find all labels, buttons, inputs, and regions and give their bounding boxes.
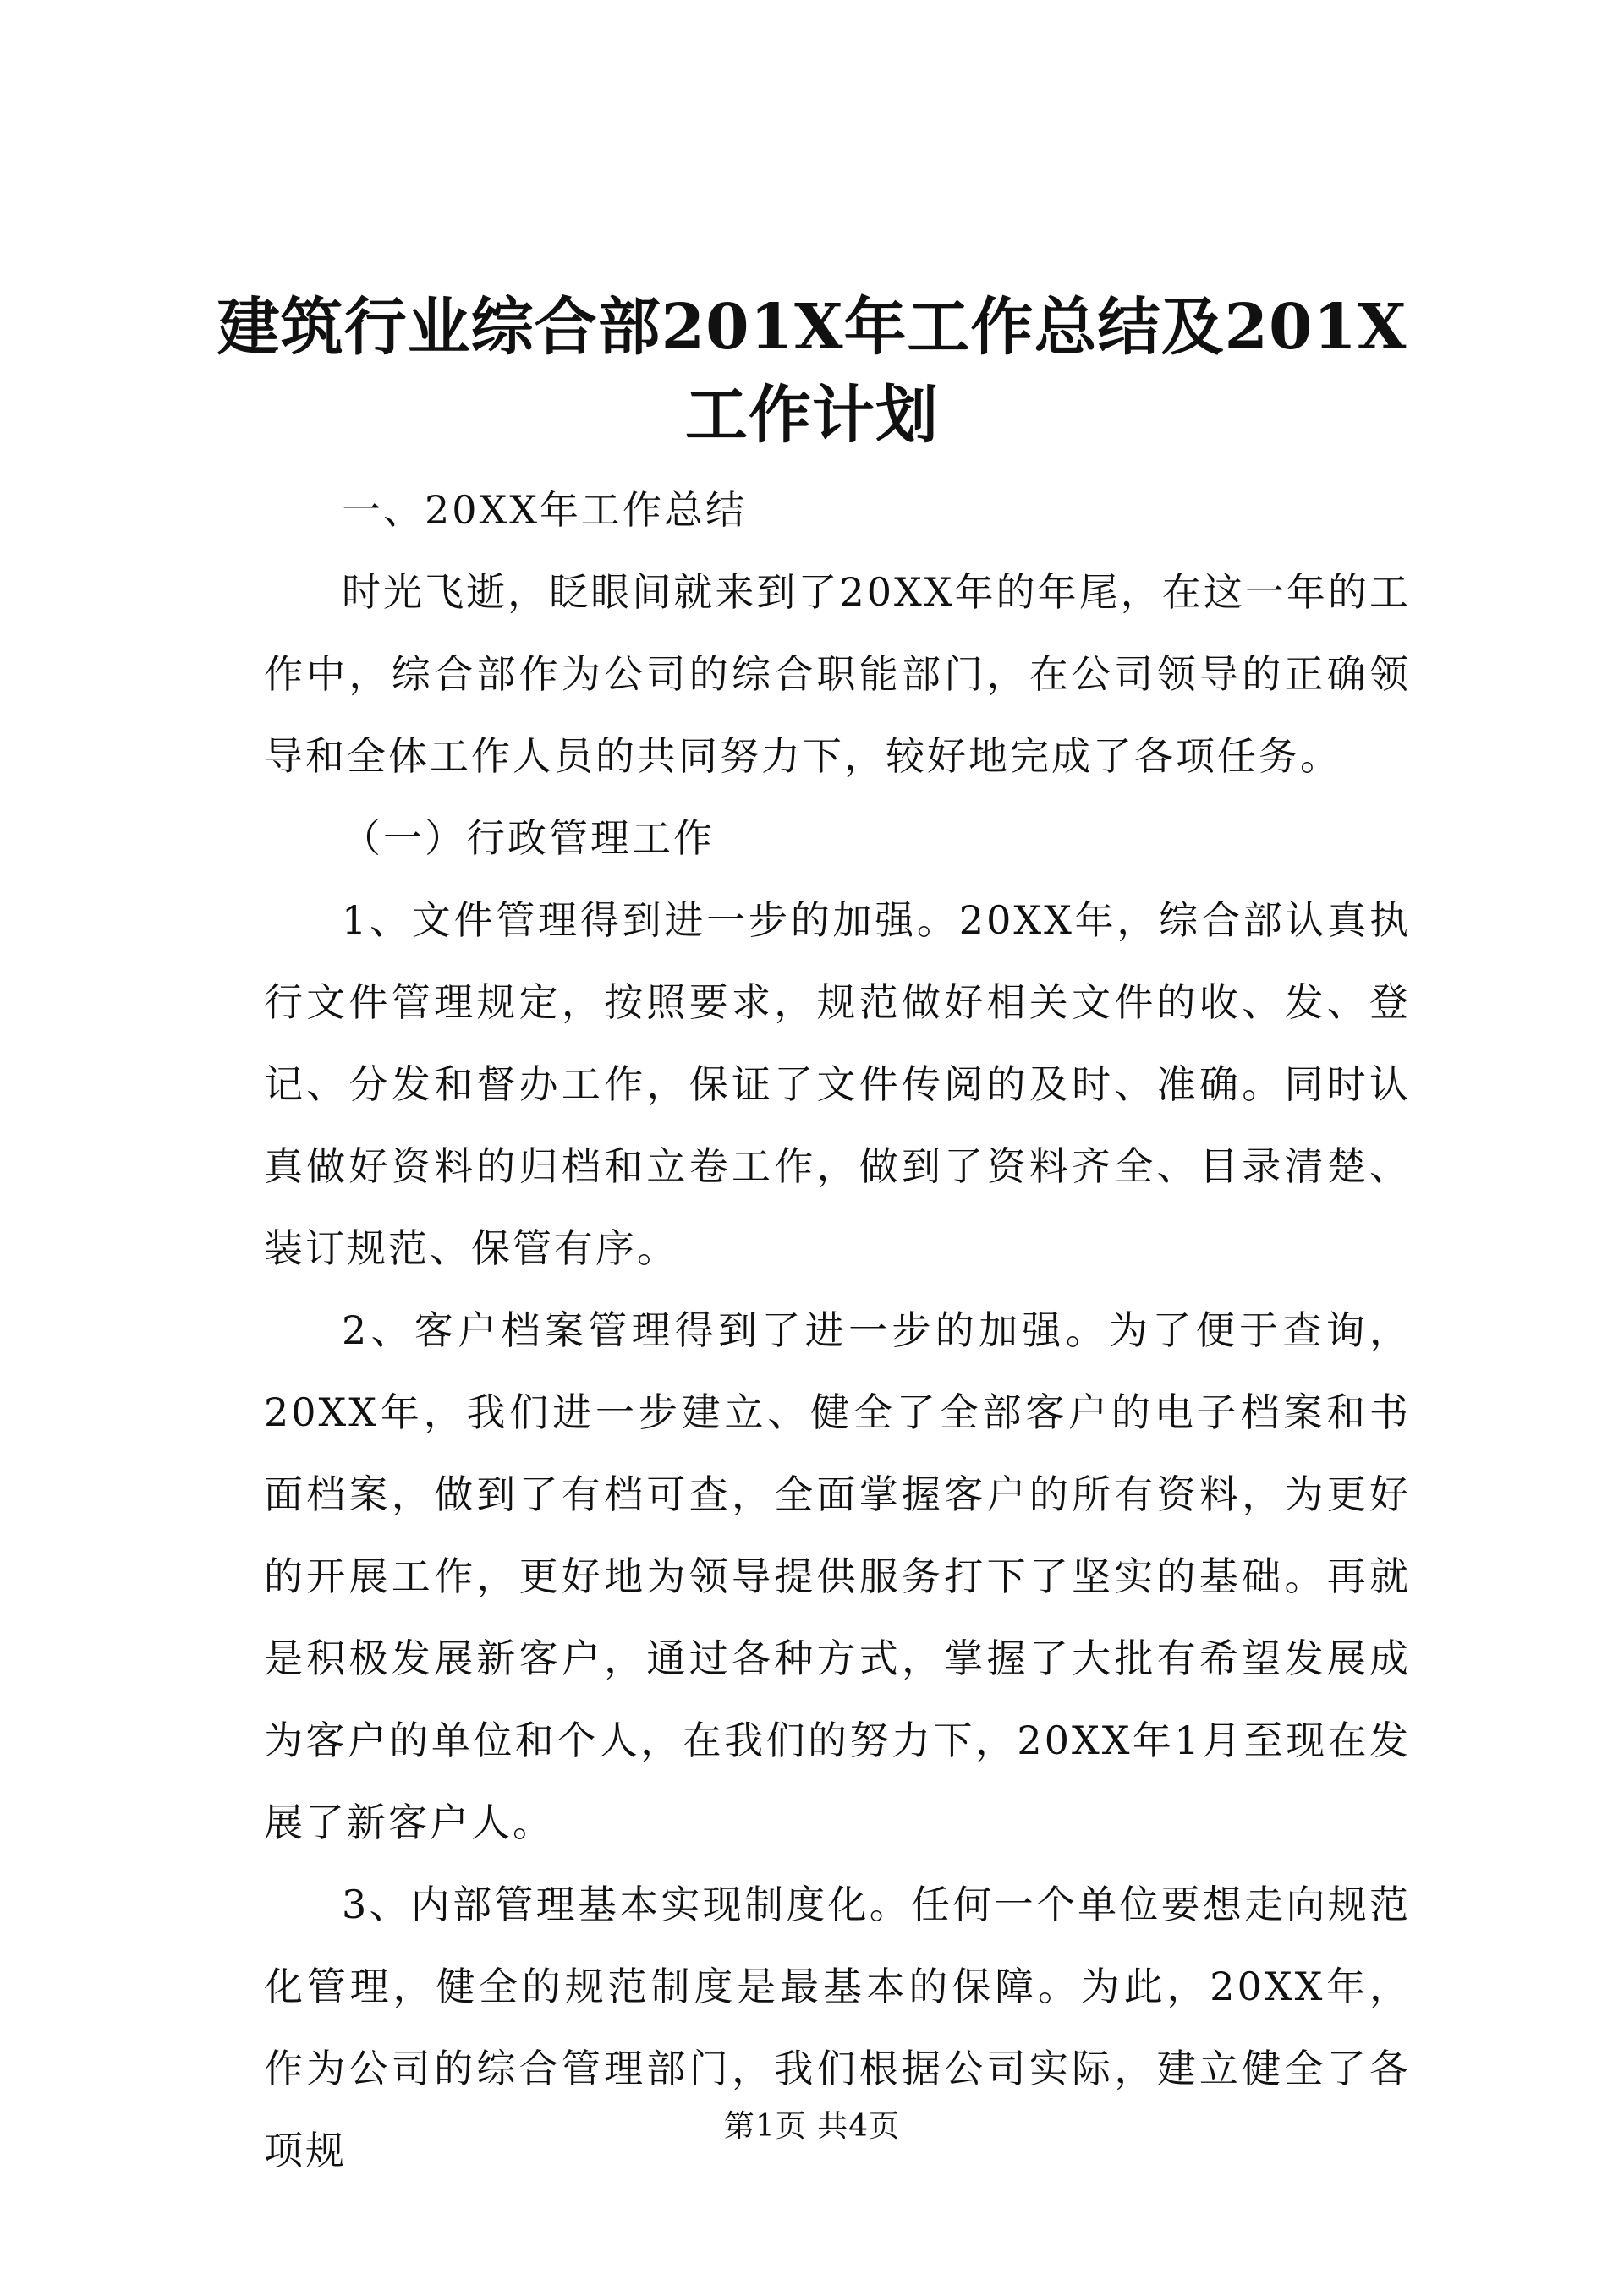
paragraph-client-archives: 2、客户档案管理得到了进一步的加强。为了便于查询，20XX年，我们进一步建立、健全了全部客户的电子档案和书面档案，做到了有档可查，全面掌握客户的所有资料，为更好的开展工作，更好地为领导提供服务打下了坚实的基础。再就是积极发展新客户，通过各种方式，掌握了大批有希望发展成为客户的单位和个人，在我们的努力下，20XX年1月至现在发展了新客户人。 [264, 1307, 1411, 1845]
page-footer: 第1页 共4页 [723, 2109, 901, 2144]
document-title: 建筑行业综合部201X年工作总结及201X工作计划 [217, 291, 1407, 452]
intro-paragraph: 时光飞逝，眨眼间就来到了20XX年的年尾，在这一年的工作中，综合部作为公司的综合职能部门，在公司领导的正确领导和全体工作人员的共同努力下，较好地完成了各项任务。 [264, 569, 1411, 779]
paragraph-internal-management: 3、内部管理基本实现制度化。任何一个单位要想走向规范化管理，健全的规范制度是最基本的保障。为此，20XX年，作为公司的综合管理部门，我们根据公司实际，建立健全了各项规 [264, 1882, 1411, 2173]
paragraph-file-management: 1、文件管理得到进一步的加强。20XX年，综合部认真执行文件管理规定，按照要求，规范做好相关文件的收、发、登记、分发和督办工作，保证了文件传阅的及时、准确。同时认真做好资料的归档和立卷工作，做到了资料齐全、目录清楚、装订规范、保管有序。 [264, 897, 1411, 1271]
section-heading-summary: 一、20XX年工作总结 [342, 487, 748, 533]
subsection-heading-admin: （一）行政管理工作 [342, 815, 715, 861]
document-body [264, 469, 1411, 2192]
